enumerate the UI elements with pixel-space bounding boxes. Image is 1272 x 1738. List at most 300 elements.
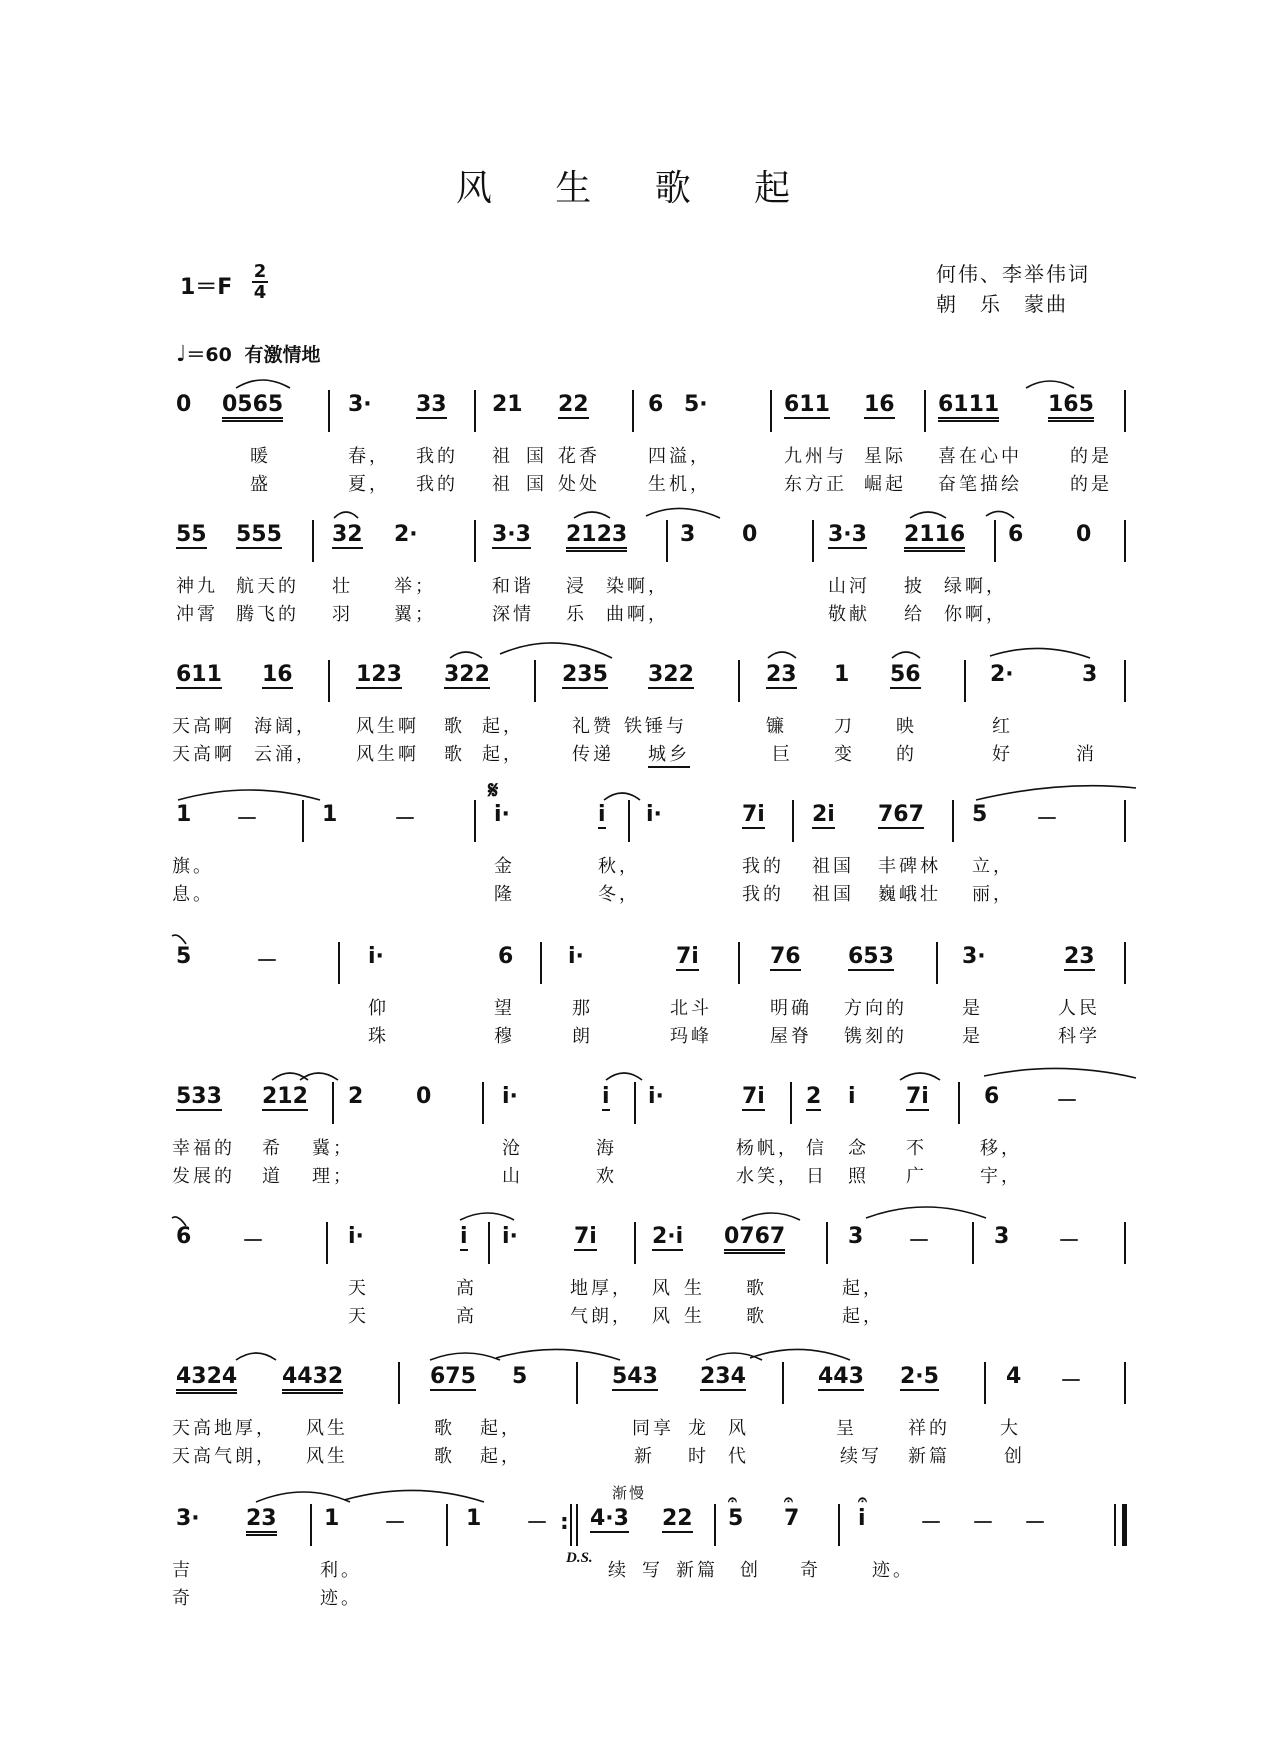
lyric: 城乡	[648, 740, 690, 768]
lyric: 好	[992, 744, 1013, 765]
lyric: 秋，	[598, 856, 640, 877]
note: 6	[648, 392, 664, 417]
lyric: 国	[526, 446, 547, 467]
lyric: 巍峨壮	[878, 884, 941, 905]
note: i	[602, 1084, 610, 1109]
lyric: 天高啊	[172, 716, 235, 737]
note: －	[972, 1511, 995, 1536]
lyric: 幸福的	[172, 1138, 235, 1159]
lyric: 屋脊	[770, 1026, 812, 1047]
lyric: 祖国	[812, 884, 854, 905]
lyric: 杨帆，	[736, 1138, 799, 1159]
note: －	[526, 1511, 549, 1536]
lyric: 穆	[494, 1026, 515, 1047]
lyric: 冬，	[598, 884, 640, 905]
lyric: 广	[906, 1166, 927, 1187]
lyric: 风生啊	[356, 744, 419, 765]
note: 1	[322, 802, 338, 827]
lyric: 给	[904, 604, 925, 625]
slur	[430, 1353, 500, 1360]
lyric: 照	[848, 1166, 869, 1187]
note: i	[858, 1506, 866, 1531]
slur	[900, 1073, 940, 1080]
lyric: 奇	[172, 1588, 193, 1609]
note: －	[920, 1511, 943, 1536]
lyric: 丰碑林	[878, 856, 941, 877]
slur	[334, 512, 358, 518]
note: 4·3	[590, 1506, 629, 1531]
lyric: 奋笔描绘	[938, 474, 1022, 495]
lyric: 不	[906, 1138, 927, 1159]
note: 555	[236, 522, 282, 547]
slur	[604, 793, 640, 800]
note: 7i	[574, 1224, 597, 1249]
note: 0	[416, 1084, 432, 1109]
slur	[606, 1073, 642, 1080]
lyric: 起，	[480, 1446, 522, 1467]
lyric: 映	[896, 716, 917, 737]
note: 32	[332, 522, 363, 547]
note: 5	[972, 802, 988, 827]
lyric: 夏，	[348, 474, 390, 495]
note: 6111	[938, 392, 999, 422]
lyric: 四溢，	[648, 446, 711, 467]
lyric: 望	[494, 998, 515, 1019]
slur	[236, 1353, 276, 1360]
note: －	[236, 807, 259, 832]
lyric: 我的	[742, 884, 784, 905]
note: 1	[466, 1506, 482, 1531]
note: 611	[784, 392, 830, 417]
lyric: 山	[502, 1166, 523, 1187]
slur	[574, 512, 610, 518]
lyric: 玛峰	[670, 1026, 712, 1047]
note: 653	[848, 944, 894, 969]
lyric: 息。	[172, 884, 214, 905]
note: －	[384, 1511, 407, 1536]
note: 2·	[394, 522, 418, 547]
lyric: 航天的	[236, 576, 299, 597]
lyric: 天	[348, 1306, 369, 1327]
note: 23	[1064, 944, 1095, 969]
lyric: 写	[642, 1560, 663, 1581]
lyric: 镰	[766, 716, 787, 737]
lyricist-credit: 何伟、李举伟词	[936, 262, 1090, 286]
lyric: 珠	[368, 1026, 389, 1047]
lyric: 高	[456, 1278, 477, 1299]
note: 0	[742, 522, 758, 547]
lyric: 信	[806, 1138, 827, 1159]
lyric: 喜在心中	[938, 446, 1022, 467]
fermata-icon: 𝄐	[784, 1490, 793, 1509]
lyric: 冀；	[312, 1138, 354, 1159]
composer-credit: 朝 乐 蒙曲	[936, 292, 1068, 316]
note: 6	[984, 1084, 1000, 1109]
lyric: 歌	[444, 744, 465, 765]
note: 5·	[684, 392, 708, 417]
lyric: 利。	[320, 1560, 362, 1581]
lyric: 地厚，	[570, 1278, 633, 1299]
slur	[496, 1349, 620, 1360]
lyric: 春，	[348, 446, 390, 467]
lyric: 风	[652, 1306, 673, 1327]
note: 1	[324, 1506, 340, 1531]
note: 6	[1008, 522, 1024, 547]
note: 5	[176, 944, 192, 969]
tempo-value: ＝60	[186, 344, 232, 366]
lyric: 东方正	[784, 474, 847, 495]
note: 3·3	[492, 522, 531, 547]
note: i·	[368, 944, 384, 969]
slur	[236, 380, 290, 388]
slur	[172, 935, 186, 944]
note: 76	[770, 944, 801, 969]
lyric: 朗	[572, 1026, 593, 1047]
lyric: 消	[1076, 744, 1097, 765]
slur	[910, 512, 946, 518]
repeat-dots-icon: :	[560, 1510, 569, 1535]
note: 56	[890, 662, 921, 687]
lyric: 和谐	[492, 576, 534, 597]
lyric: 念	[848, 1138, 869, 1159]
lyric: 仰	[368, 998, 389, 1019]
lyric: 国	[526, 474, 547, 495]
lyric: 新	[634, 1446, 655, 1467]
slur	[984, 1068, 1136, 1078]
note: 123	[356, 662, 402, 687]
lyric: 丽，	[972, 884, 1014, 905]
lyric: 旗。	[172, 856, 214, 877]
lyric: 续写	[840, 1446, 882, 1467]
note: 4324	[176, 1364, 237, 1394]
lyric: 气朗，	[570, 1306, 633, 1327]
lyric: 祖国	[812, 856, 854, 877]
lyric: 红	[992, 716, 1013, 737]
time-signature-bottom: 4	[253, 282, 267, 303]
note: 2·	[990, 662, 1014, 687]
key-signature: 1＝F	[180, 275, 233, 300]
lyric: 披	[904, 576, 925, 597]
note: 5	[728, 1506, 744, 1531]
note: 4432	[282, 1364, 343, 1394]
lyric: 星际	[864, 446, 906, 467]
note: 212	[262, 1084, 308, 1109]
note: i	[460, 1224, 468, 1249]
note: 3·	[348, 392, 372, 417]
note: 0565	[222, 392, 283, 422]
lyric: 盛	[250, 474, 271, 495]
lyric: 是	[962, 1026, 983, 1047]
note: 3·	[176, 1506, 200, 1531]
note: 3·3	[828, 522, 867, 547]
note: i·	[348, 1224, 364, 1249]
note: 2123	[566, 522, 627, 552]
lyric: 翼；	[394, 604, 436, 625]
lyric: 代	[728, 1446, 749, 1467]
slur	[986, 511, 1014, 518]
note: 3	[1082, 662, 1098, 687]
note: 7	[784, 1506, 800, 1531]
note: －	[256, 949, 279, 974]
lyric: 铁锤与	[624, 716, 687, 737]
lyric: 创	[740, 1560, 761, 1581]
lyric: 呈	[836, 1418, 857, 1439]
lyric: 同享	[632, 1418, 674, 1439]
note: 165	[1048, 392, 1094, 422]
note: 7i	[742, 1084, 765, 1109]
lyric: 祖	[492, 474, 513, 495]
note: 7i	[676, 944, 699, 969]
quarter-note-icon: ♩	[176, 342, 187, 367]
lyric: 起，	[482, 716, 524, 737]
lyric: 的是	[1070, 446, 1112, 467]
note: 3	[994, 1224, 1010, 1249]
note: 533	[176, 1084, 222, 1109]
note: 2·5	[900, 1364, 939, 1389]
lyric: 移，	[980, 1138, 1022, 1159]
note: 2i	[812, 802, 835, 827]
lyric: 沧	[502, 1138, 523, 1159]
slur	[450, 652, 482, 658]
lyric: 宇，	[980, 1166, 1022, 1187]
slur	[460, 1213, 514, 1220]
note: 16	[864, 392, 895, 417]
note: 4	[1006, 1364, 1022, 1389]
lyric: 风	[728, 1418, 749, 1439]
lyric: 你啊，	[944, 604, 1007, 625]
lyric: 敬献	[828, 604, 870, 625]
song-title: 风 生 歌 起	[455, 168, 817, 209]
lyric: 水笑，	[736, 1166, 799, 1187]
segno-icon: 𝄋	[488, 776, 499, 804]
ritardando-marking: 渐慢	[612, 1484, 647, 1502]
note: 16	[262, 662, 293, 687]
note: 0	[176, 392, 192, 417]
note: 22	[662, 1506, 693, 1531]
lyric: 明确	[770, 998, 812, 1019]
lyric: 金	[494, 856, 515, 877]
lyric: 生	[684, 1278, 705, 1299]
note: i·	[494, 802, 510, 827]
lyric: 歌	[746, 1278, 767, 1299]
lyric: 奇	[800, 1560, 821, 1581]
lyric: 祥的	[908, 1418, 950, 1439]
note: 2116	[904, 522, 965, 552]
note: 6	[176, 1224, 192, 1249]
lyric: 巨	[772, 744, 793, 765]
lyric: 是	[962, 998, 983, 1019]
note: 2	[348, 1084, 364, 1109]
fermata-icon: 𝄐	[728, 1490, 737, 1509]
slur	[646, 508, 720, 518]
lyric: 日	[806, 1166, 827, 1187]
note: 22	[558, 392, 589, 417]
lyric: 迹。	[320, 1588, 362, 1609]
note: －	[908, 1229, 931, 1254]
note: i·	[646, 802, 662, 827]
note: i	[598, 802, 606, 827]
lyric: 北斗	[670, 998, 712, 1019]
note: 235	[562, 662, 608, 687]
time-signature-top: 2	[253, 261, 267, 282]
lyric: 天	[348, 1278, 369, 1299]
note: 322	[444, 662, 490, 687]
lyric: 迹。	[872, 1560, 914, 1581]
note: 3	[848, 1224, 864, 1249]
lyric: 新篇	[676, 1560, 718, 1581]
lyric: 镌刻的	[844, 1026, 907, 1047]
note: 7i	[906, 1084, 929, 1109]
note: i·	[502, 1224, 518, 1249]
lyric: 新篇	[908, 1446, 950, 1467]
slur	[178, 790, 320, 800]
lyric: 浸	[566, 576, 587, 597]
lyric: 那	[572, 998, 593, 1019]
note: 322	[648, 662, 694, 687]
lyric: 我的	[416, 446, 458, 467]
lyric: 希	[262, 1138, 283, 1159]
lyric: 风	[652, 1278, 673, 1299]
lyric: 举；	[394, 576, 436, 597]
lyric: 歌	[444, 716, 465, 737]
slur	[990, 648, 1090, 658]
lyric: 羽	[332, 604, 353, 625]
lyric: 冲霄	[176, 604, 218, 625]
lyric: 时	[688, 1446, 709, 1467]
lyric: 科学	[1058, 1026, 1100, 1047]
note: －	[1058, 1229, 1081, 1254]
lyric: 风生啊	[356, 716, 419, 737]
note: 6	[498, 944, 514, 969]
slur	[172, 1217, 186, 1226]
lyric: 花香	[558, 446, 600, 467]
lyric: 歌	[434, 1418, 455, 1439]
lyric: 道	[262, 1166, 283, 1187]
lyric: 云涌，	[254, 744, 317, 765]
note: 675	[430, 1364, 476, 1389]
lyric: 天高啊	[172, 744, 235, 765]
note: －	[394, 807, 417, 832]
lyric: 龙	[688, 1418, 709, 1439]
lyric: 海	[596, 1138, 617, 1159]
lyric: 生机，	[648, 474, 711, 495]
lyric: 天高地厚，	[172, 1418, 277, 1439]
note: 3	[680, 522, 696, 547]
slur	[742, 1213, 800, 1220]
note: 1	[834, 662, 850, 687]
note: i	[848, 1084, 856, 1109]
lyric: 欢	[596, 1166, 617, 1187]
slur	[750, 1349, 850, 1360]
lyric: 染啊，	[606, 576, 669, 597]
note: －	[1056, 1089, 1079, 1114]
note: i·	[502, 1084, 518, 1109]
lyric: 方向的	[844, 998, 907, 1019]
lyric: 曲啊，	[606, 604, 669, 625]
note: i·	[648, 1084, 664, 1109]
slur	[1026, 381, 1074, 388]
lyric: 立，	[972, 856, 1014, 877]
lyric: 风生	[306, 1418, 348, 1439]
lyric: 处处	[558, 474, 600, 495]
lyric: 歌	[434, 1446, 455, 1467]
lyric: 海阔，	[254, 716, 317, 737]
slur	[768, 652, 796, 658]
note: 0767	[724, 1224, 785, 1254]
lyric: 神九	[176, 576, 218, 597]
lyric: 九州与	[784, 446, 847, 467]
lyric: 暖	[250, 446, 271, 467]
note: 3·	[962, 944, 986, 969]
note: 234	[700, 1364, 746, 1389]
lyric: 高	[456, 1306, 477, 1327]
note: 2·i	[652, 1224, 684, 1249]
note: i·	[568, 944, 584, 969]
lyric: 深情	[492, 604, 534, 625]
lyric: 的是	[1070, 474, 1112, 495]
note: 0	[1076, 522, 1092, 547]
ds-marking: D.S.	[566, 1550, 593, 1566]
lyric: 吉	[172, 1560, 193, 1581]
note: －	[1060, 1369, 1083, 1394]
note: 23	[766, 662, 797, 687]
lyric: 乐	[566, 604, 587, 625]
lyric: 隆	[494, 884, 515, 905]
note: 21	[492, 392, 523, 417]
note: －	[242, 1229, 265, 1254]
note: 2	[806, 1084, 822, 1109]
lyric: 起，	[842, 1306, 884, 1327]
lyric: 我的	[416, 474, 458, 495]
lyric: 起，	[842, 1278, 884, 1299]
fermata-icon: 𝄐	[858, 1490, 867, 1509]
lyric: 的	[896, 744, 917, 765]
note: 23	[246, 1506, 277, 1536]
lyric: 祖	[492, 446, 513, 467]
lyric: 崛起	[864, 474, 906, 495]
note: 443	[818, 1364, 864, 1389]
note: 543	[612, 1364, 658, 1389]
lyric: 歌	[746, 1306, 767, 1327]
note: 7i	[742, 802, 765, 827]
slur	[256, 1492, 350, 1502]
note: 611	[176, 662, 222, 687]
lyric: 变	[834, 744, 855, 765]
lyric: 生	[684, 1306, 705, 1327]
slur	[892, 652, 920, 658]
lyric: 腾飞的	[236, 604, 299, 625]
lyric: 我的	[742, 856, 784, 877]
lyric: 绿啊，	[944, 576, 1007, 597]
slur	[976, 786, 1136, 800]
note: 1	[176, 802, 192, 827]
lyric: 风生	[306, 1446, 348, 1467]
lyric: 人民	[1058, 998, 1100, 1019]
note: －	[1036, 807, 1059, 832]
lyric: 发展的	[172, 1166, 235, 1187]
note: 55	[176, 522, 207, 547]
lyric: 壮	[332, 576, 353, 597]
lyric: 天高气朗，	[172, 1446, 277, 1467]
lyric: 续	[608, 1560, 629, 1581]
slur	[344, 1490, 484, 1502]
lyric: 大	[1000, 1418, 1021, 1439]
lyric: 起，	[480, 1418, 522, 1439]
lyric: 山河	[828, 576, 870, 597]
lyric: 刀	[834, 716, 855, 737]
lyric: 礼赞	[572, 716, 614, 737]
note: 33	[416, 392, 447, 417]
